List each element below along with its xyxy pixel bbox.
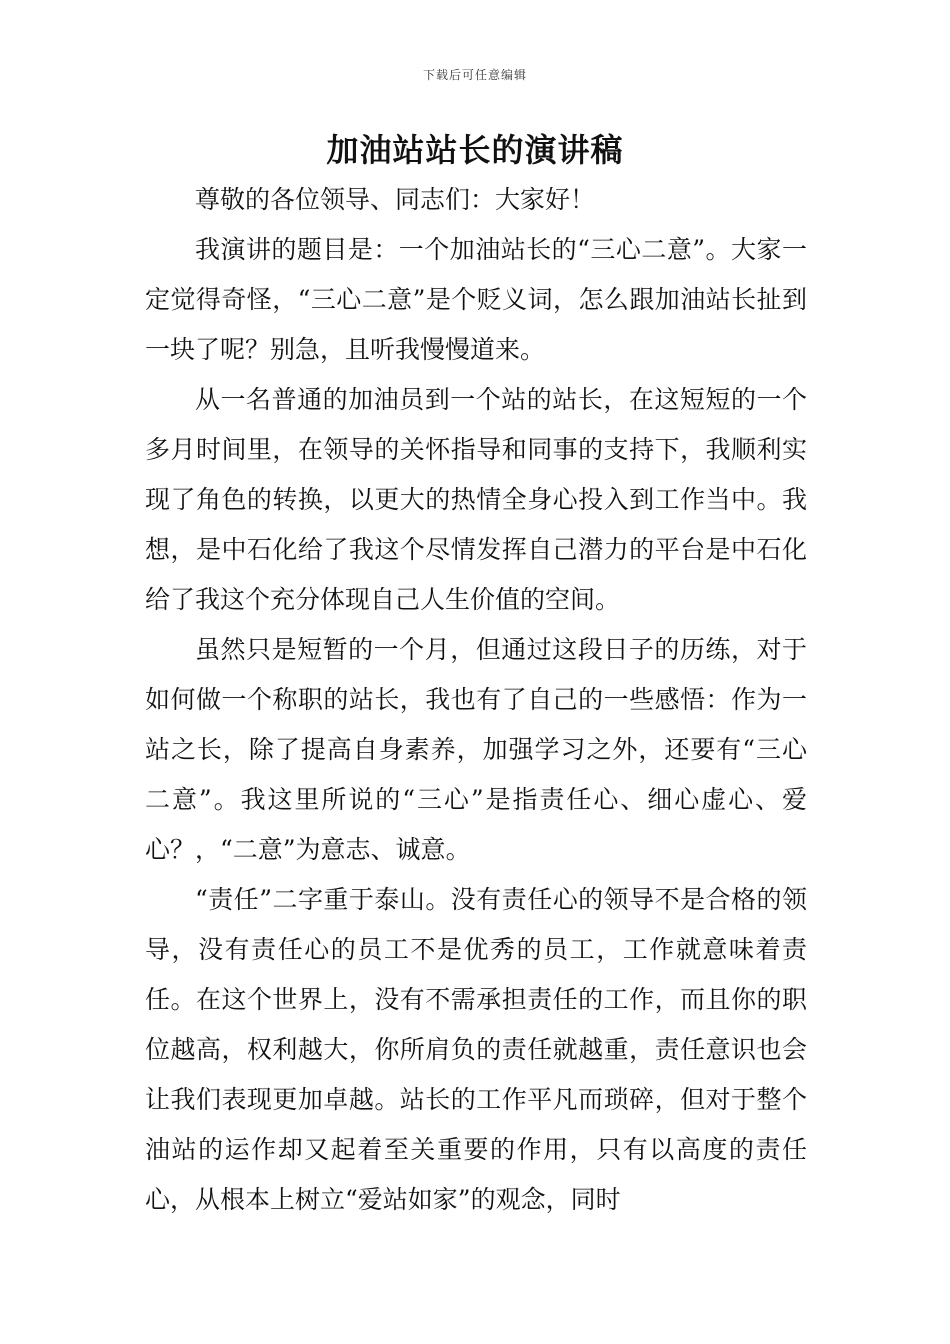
body-paragraph: 我演讲的题目是：一个加油站长的“三心二意”。大家一定觉得奇怪，“三心二意”是个贬义词，怎么跟加油站长扯到一块了呢？别急，且听我慢慢道来。 <box>145 235 807 364</box>
body-paragraph: 虽然只是短暂的一个月，但通过这段日子的历练，对于如何做一个称职的站长，我也有了自己的一些感悟：作为一站之长，除了提高自身素养，加强学习之外，还要有“三心二意”。我这里所说的“三心”是指责任心、细心虚心、爱心？，“二意”为意志、诚意。 <box>145 635 807 864</box>
header-note: 下载后可任意编辑 <box>422 68 527 82</box>
body-paragraph: “责任”二字重于泰山。没有责任心的领导不是合格的领导，没有责任心的员工不是优秀的员工，工作就意味着责任。在这个世界上，没有不需承担责任的工作，而且你的职位越高，权利越大，你所肩负的责任就越重，责任意识也会让我们表现更加卓越。站长的工作平凡而琐碎，但对于整个油站的运作却又起着至关重要的作用，只有以高度的责任心，从根本上树立“爱站如家”的观念，同时 <box>145 885 807 1214</box>
document-body <box>145 175 807 1225</box>
body-paragraph: 从一名普通的加油员到一个站的站长，在这短短的一个多月时间里，在领导的关怀指导和同事的支持下，我顺利实现了角色的转换，以更大的热情全身心投入到工作当中。我想，是中石化给了我这个尽情发挥自己潜力的平台是中石化给了我这个充分体现自己人生价值的空间。 <box>145 385 807 614</box>
document-title: 加油站站长的演讲稿 <box>326 131 624 169</box>
greeting-paragraph: 尊敬的各位领导、同志们：大家好！ <box>195 185 596 214</box>
